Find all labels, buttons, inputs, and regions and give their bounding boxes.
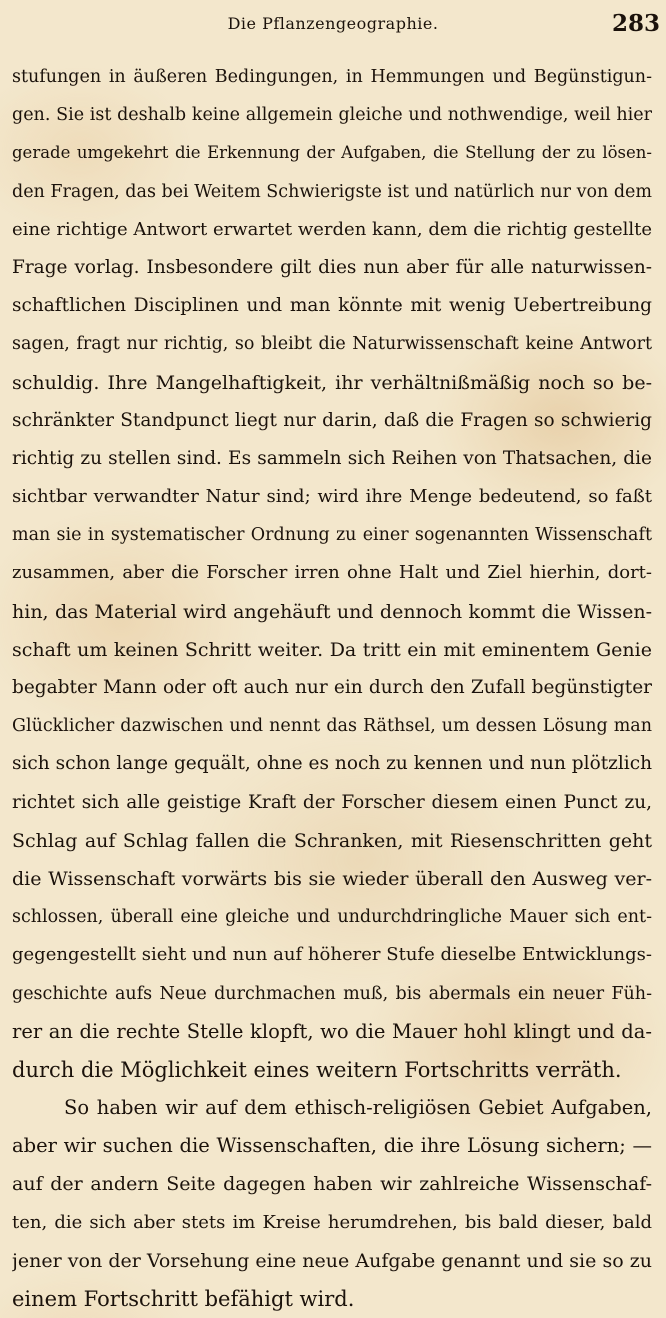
- text-line: die Wissenschaft vorwärts bis sie wieder überall den Ausweg ver-: [12, 867, 652, 890]
- text-line: geschichte aufs Neue durchmachen muß, bis abermals ein neuer Füh-: [12, 983, 652, 1004]
- text-line: aber wir suchen die Wissenschaften, die ihre Lösung sichern; —: [12, 1134, 652, 1158]
- text-line: schlossen, überall eine gleiche und undurchdringliche Mauer sich ent-: [12, 907, 652, 928]
- text-line: gegengestellt sieht und nun auf höherer Stufe dieselbe Entwicklungs-: [12, 944, 652, 966]
- text-line: auf der andern Seite dagegen haben wir zahlreiche Wissenschaf-: [12, 1173, 652, 1196]
- text-line: sichtbar verwandter Natur sind; wird ihre Menge bedeutend, so faßt: [12, 486, 652, 508]
- running-title: Die Pflanzengeographie.: [227, 14, 439, 33]
- text-line: schuldig. Ihre Mangelhaftigkeit, ihr verhältnißmäßig noch so be-: [12, 371, 652, 394]
- text-line: So haben wir auf dem ethisch-religiösen Gebiet Aufgaben,: [64, 1096, 652, 1120]
- text-line: eine richtige Antwort erwartet werden kann, dem die richtig gestellte: [12, 218, 652, 240]
- text-line: ten, die sich aber stets im Kreise herumdrehen, bis bald dieser, bald: [12, 1211, 652, 1233]
- text-line: Frage vorlag. Insbesondere gilt dies nun aber für alle naturwissen-: [12, 256, 652, 278]
- paragraph-1: [12, 58, 652, 1089]
- text-line: Glücklicher dazwischen und nennt das Räthsel, um dessen Lösung man: [12, 716, 652, 737]
- text-line: hin, das Material wird angehäuft und dennoch kommt die Wissen-: [12, 600, 652, 623]
- text-line: Schlag auf Schlag fallen die Schranken, mit Riesenschritten geht: [12, 829, 652, 852]
- text-line: jener von der Vorsehung eine neue Aufgabe genannt und sie so zu: [12, 1249, 652, 1272]
- running-head: [0, 10, 666, 46]
- text-line: rer an die rechte Stelle klopft, wo die Mauer hohl klingt und da-: [12, 1019, 652, 1043]
- body-text: [12, 58, 652, 1318]
- text-line: zusammen, aber die Forscher irren ohne Halt und Ziel hierhin, dort-: [12, 562, 652, 584]
- paragraph-2: [12, 1089, 652, 1318]
- text-line: schränkter Standpunct liegt nur darin, daß die Fragen so schwierig: [12, 409, 652, 431]
- text-line: richtig zu stellen sind. Es sammeln sich Reihen von Thatsachen, die: [12, 447, 652, 469]
- text-line: schaft um keinen Schritt weiter. Da tritt ein mit eminentem Genie: [12, 638, 652, 661]
- text-line: man sie in systematischer Ordnung zu einer sogenannten Wissenschaft: [12, 525, 652, 546]
- text-line: sagen, fragt nur richtig, so bleibt die Naturwissenschaft keine Antwort: [12, 334, 652, 355]
- text-line: durch die Möglichkeit eines weitern Fortschritts verräth.: [12, 1057, 622, 1082]
- text-line: richtet sich alle geistige Kraft der Forscher diesem einen Punct zu,: [12, 791, 652, 813]
- text-line: begabter Mann oder oft auch nur ein durch den Zufall begünstigter: [12, 677, 652, 698]
- text-line: sich schon lange gequält, ohne es noch zu kennen und nun plötzlich: [12, 753, 652, 775]
- text-line: gerade umgekehrt die Erkennung der Aufgaben, die Stellung der zu lösen-: [12, 143, 652, 163]
- text-line: stufungen in äußeren Bedingungen, in Hemmungen und Begünstigun-: [12, 67, 652, 87]
- text-line: gen. Sie ist deshalb keine allgemein gleiche und nothwendige, weil hier: [12, 105, 652, 126]
- text-line: den Fragen, das bei Weitem Schwierigste ist und natürlich nur von dem: [12, 181, 652, 202]
- text-line: einem Fortschritt befähigt wird.: [12, 1287, 355, 1311]
- text-line: schaftlichen Disciplinen und man könnte mit wenig Uebertreibung: [12, 295, 652, 317]
- page-number: 283: [611, 10, 660, 37]
